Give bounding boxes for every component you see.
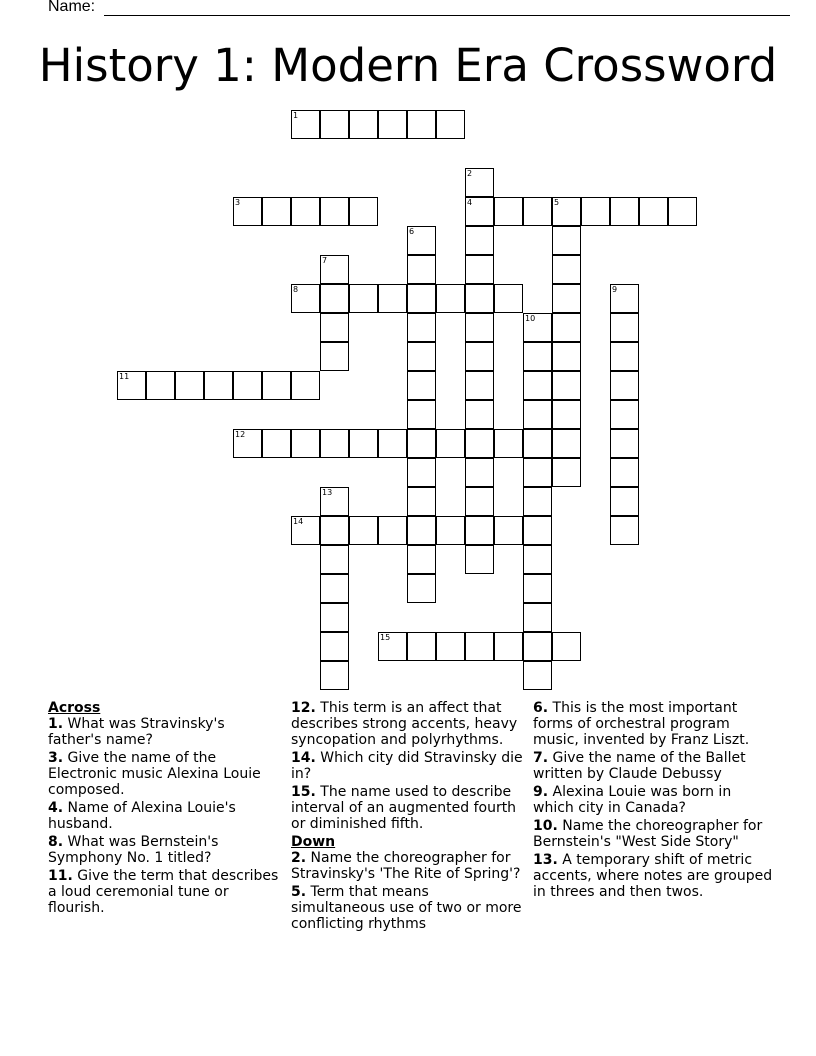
grid-cell[interactable] (494, 284, 523, 313)
grid-cell[interactable] (552, 342, 581, 371)
grid-cell[interactable] (552, 313, 581, 342)
grid-cell[interactable] (552, 400, 581, 429)
clue-number: 12 (235, 430, 246, 439)
grid-cell[interactable] (436, 284, 465, 313)
clue-across-3: 3. Give the name of the Electronic music Alexina Louie composed. (48, 750, 261, 798)
grid-cell[interactable] (494, 516, 523, 545)
grid-cell[interactable] (610, 516, 639, 545)
grid-cell[interactable] (378, 516, 407, 545)
grid-cell[interactable] (320, 487, 349, 516)
grid-cell[interactable] (465, 197, 494, 226)
grid-cell[interactable] (552, 371, 581, 400)
grid-cell[interactable] (407, 574, 436, 603)
grid-cell[interactable] (465, 429, 494, 458)
page-title: History 1: Modern Era Crossword (38, 39, 778, 92)
grid-cell[interactable] (523, 429, 552, 458)
grid-cell[interactable] (523, 371, 552, 400)
grid-cell[interactable] (523, 400, 552, 429)
grid-cell[interactable] (610, 284, 639, 313)
clues-column-3 (533, 700, 773, 902)
grid-cell[interactable] (436, 516, 465, 545)
grid-cell[interactable] (668, 197, 697, 226)
grid-cell[interactable] (291, 371, 320, 400)
clue-down-7: 7. Give the name of the Ballet written by Claude Debussy (533, 750, 746, 782)
grid-cell[interactable] (407, 400, 436, 429)
grid-cell[interactable] (291, 284, 320, 313)
grid-cell[interactable] (407, 255, 436, 284)
grid-cell[interactable] (320, 545, 349, 574)
grid-cell[interactable] (552, 284, 581, 313)
grid-cell[interactable] (465, 458, 494, 487)
grid-cell[interactable] (523, 313, 552, 342)
grid-cell[interactable] (349, 516, 378, 545)
clue-down-13: 13. A temporary shift of metric accents, where notes are grouped in threes and then twos. (533, 852, 773, 900)
grid-cell[interactable] (494, 197, 523, 226)
grid-cell[interactable] (552, 226, 581, 255)
grid-cell[interactable] (349, 284, 378, 313)
grid-cell[interactable] (581, 197, 610, 226)
grid-cell[interactable] (320, 632, 349, 661)
grid-cell[interactable] (610, 342, 639, 371)
grid-cell[interactable] (436, 632, 465, 661)
grid-cell[interactable] (320, 603, 349, 632)
grid-cell[interactable] (233, 197, 262, 226)
clues-column-2 (291, 700, 527, 934)
grid-cell[interactable] (552, 197, 581, 226)
clue-number: 14 (293, 517, 304, 526)
grid-cell[interactable] (320, 313, 349, 342)
clue-across-15: 15. The name used to describe interval of an augmented fourth or diminished fifth. (291, 784, 517, 832)
grid-cell[interactable] (639, 197, 668, 226)
grid-cell[interactable] (407, 429, 436, 458)
grid-cell[interactable] (407, 487, 436, 516)
clue-down-5: 5. Term that means simultaneous use of two or more conflicting rhythms (291, 884, 522, 932)
grid-cell[interactable] (494, 632, 523, 661)
clue-number: 2 (467, 169, 473, 178)
clue-number: 10 (525, 314, 536, 323)
grid-cell[interactable] (465, 487, 494, 516)
grid-cell[interactable] (233, 429, 262, 458)
grid-cell[interactable] (262, 429, 291, 458)
name-label: Name: (48, 0, 96, 15)
grid-cell[interactable] (523, 574, 552, 603)
clue-down-2: 2. Name the choreographer for Stravinsky's 'The Rite of Spring'? (291, 850, 521, 882)
grid-cell[interactable] (552, 429, 581, 458)
grid-cell[interactable] (175, 371, 204, 400)
clue-number: 9 (612, 285, 618, 294)
grid-cell[interactable] (436, 110, 465, 139)
clue-number: 13 (322, 488, 333, 497)
clue-across-1: 1. What was Stravinsky's father's name? (48, 716, 225, 748)
clue-down-9: 9. Alexina Louie was born in which city in Canada? (533, 784, 732, 816)
grid-cell[interactable] (552, 458, 581, 487)
grid-cell[interactable] (146, 371, 175, 400)
grid-cell[interactable] (291, 197, 320, 226)
grid-cell[interactable] (320, 429, 349, 458)
grid-cell[interactable] (523, 458, 552, 487)
grid-cell[interactable] (407, 371, 436, 400)
grid-cell[interactable] (552, 632, 581, 661)
grid-cell[interactable] (465, 632, 494, 661)
clue-number: 1 (293, 111, 299, 120)
grid-cell[interactable] (494, 429, 523, 458)
clue-number: 5 (554, 198, 560, 207)
clue-number: 8 (293, 285, 299, 294)
grid-cell[interactable] (407, 458, 436, 487)
grid-cell[interactable] (320, 574, 349, 603)
grid-cell[interactable] (465, 516, 494, 545)
grid-cell[interactable] (610, 487, 639, 516)
grid-cell[interactable] (291, 516, 320, 545)
grid-cell[interactable] (262, 197, 291, 226)
grid-cell[interactable] (523, 632, 552, 661)
grid-cell[interactable] (465, 313, 494, 342)
clue-number: 3 (235, 198, 241, 207)
grid-cell[interactable] (523, 487, 552, 516)
clue-number: 4 (467, 198, 473, 207)
grid-cell[interactable] (465, 371, 494, 400)
grid-cell[interactable] (523, 603, 552, 632)
clue-down-6: 6. This is the most important forms of orchestral program music, invented by Franz Liszt. (533, 700, 750, 748)
grid-cell[interactable] (320, 110, 349, 139)
grid-cell[interactable] (610, 313, 639, 342)
clue-across-8: 8. What was Bernstein's Symphony No. 1 titled? (48, 834, 219, 866)
grid-cell[interactable] (407, 110, 436, 139)
grid-cell[interactable] (465, 284, 494, 313)
grid-cell[interactable] (523, 545, 552, 574)
grid-cell[interactable] (291, 110, 320, 139)
grid-cell[interactable] (407, 516, 436, 545)
grid-cell[interactable] (610, 197, 639, 226)
grid-cell[interactable] (204, 371, 233, 400)
grid-cell[interactable] (262, 371, 291, 400)
grid-cell[interactable] (349, 197, 378, 226)
grid-cell[interactable] (465, 168, 494, 197)
grid-cell[interactable] (610, 458, 639, 487)
grid-cell[interactable] (349, 110, 378, 139)
grid-cell[interactable] (465, 255, 494, 284)
grid-cell[interactable] (349, 429, 378, 458)
clue-number: 6 (409, 227, 415, 236)
grid-cell[interactable] (552, 255, 581, 284)
grid-cell[interactable] (320, 284, 349, 313)
grid-cell[interactable] (407, 545, 436, 574)
grid-cell[interactable] (320, 661, 349, 690)
clue-number: 15 (380, 633, 391, 642)
clue-across-12: 12. This term is an affect that describes strong accents, heavy syncopation and polyrhythms. (291, 700, 518, 748)
grid-cell[interactable] (291, 429, 320, 458)
grid-cell[interactable] (407, 342, 436, 371)
grid-cell[interactable] (523, 661, 552, 690)
clues-column-1 (48, 700, 280, 918)
down-heading: Down (291, 834, 336, 850)
grid-cell[interactable] (465, 226, 494, 255)
grid-cell[interactable] (523, 197, 552, 226)
grid-cell[interactable] (407, 313, 436, 342)
grid-cell[interactable] (465, 400, 494, 429)
grid-cell[interactable] (465, 545, 494, 574)
grid-cell[interactable] (378, 632, 407, 661)
grid-cell[interactable] (117, 371, 146, 400)
grid-cell[interactable] (407, 226, 436, 255)
grid-cell[interactable] (378, 110, 407, 139)
grid-cell[interactable] (320, 197, 349, 226)
grid-cell[interactable] (407, 632, 436, 661)
grid-cell[interactable] (378, 429, 407, 458)
grid-cell[interactable] (523, 516, 552, 545)
clue-number: 11 (119, 372, 130, 381)
grid-cell[interactable] (378, 284, 407, 313)
clue-across-14: 14. Which city did Stravinsky die in? (291, 750, 523, 782)
grid-cell[interactable] (233, 371, 262, 400)
grid-cell[interactable] (610, 400, 639, 429)
clue-across-4: 4. Name of Alexina Louie's husband. (48, 800, 236, 832)
grid-cell[interactable] (436, 429, 465, 458)
grid-cell[interactable] (610, 371, 639, 400)
grid-cell[interactable] (320, 342, 349, 371)
grid-cell[interactable] (320, 516, 349, 545)
grid-cell[interactable] (465, 342, 494, 371)
grid-cell[interactable] (320, 255, 349, 284)
clue-number: 7 (322, 256, 328, 265)
grid-cell[interactable] (523, 342, 552, 371)
grid-cell[interactable] (610, 429, 639, 458)
across-heading: Across (48, 700, 101, 716)
grid-cell[interactable] (407, 284, 436, 313)
clue-across-11: 11. Give the term that describes a loud ceremonial tune or flourish. (48, 868, 279, 916)
clue-down-10: 10. Name the choreographer for Bernstein's "West Side Story" (533, 818, 763, 850)
